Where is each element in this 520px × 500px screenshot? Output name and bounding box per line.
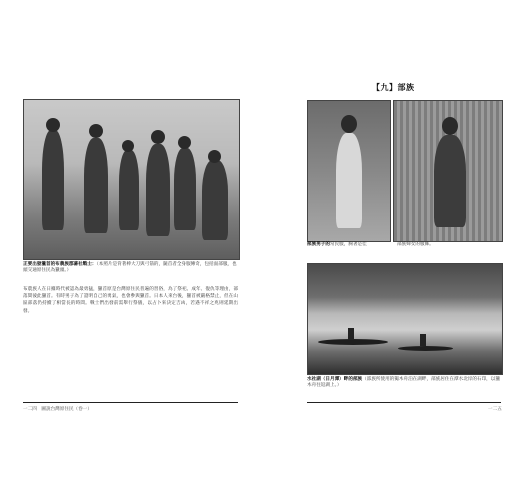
lake-caption-bold: 水社湖（日月潭）畔的部族 xyxy=(307,377,363,382)
body-paragraph: 布農族人在日據時代被認為最勇猛，獵首原是台灣原住民普遍的習俗，為了祭祀、成年、復仇等理由，部落間彼此獵首。有時男子為了證明自己的勇氣，也會參與獵首。日本人來台後，獵首被嚴格禁止，但在山區部落仍持續了相當長的時間。戰士們出發前需舉行祭儀，以占卜來決定吉凶，若遇不祥之兆則延期出發。 xyxy=(23,287,238,314)
left-footer-rule xyxy=(23,402,238,403)
right-folio: 一二五 xyxy=(488,407,502,412)
man-caption-text: 常民服，胸著是佳 xyxy=(329,242,367,247)
lake-caption-text: （邵族所使用的獨木舟泊在湖畔，部族居住在潭水北岸的石印，以獵木舟往返湖上。） xyxy=(307,377,500,388)
right-footer-rule xyxy=(307,402,501,403)
warriors-caption-text: （本照片是背著棒大刀與弓箭的，隨首者全身服傳奇，包括面部服，也頭交通原住民為獵頭。） xyxy=(23,262,237,273)
left-folio: 一二四 圖說台灣原住民（卷一） xyxy=(23,407,92,412)
man-caption-bold: 部族男子的 xyxy=(307,242,330,247)
right-page xyxy=(260,0,520,500)
woman-photo xyxy=(393,100,503,242)
warriors-caption xyxy=(23,262,238,274)
warriors-photo xyxy=(23,99,240,260)
section-title: 【九】部族 xyxy=(372,83,415,92)
woman-caption: 部族婦女的服飾。 xyxy=(397,242,434,247)
man-caption xyxy=(307,242,389,248)
lake-caption xyxy=(307,377,501,389)
man-photo xyxy=(307,100,391,242)
warriors-caption-bold: 正要出發獵首的布農族郡蕃社戰士： xyxy=(23,262,97,267)
lake-photo xyxy=(307,263,503,375)
